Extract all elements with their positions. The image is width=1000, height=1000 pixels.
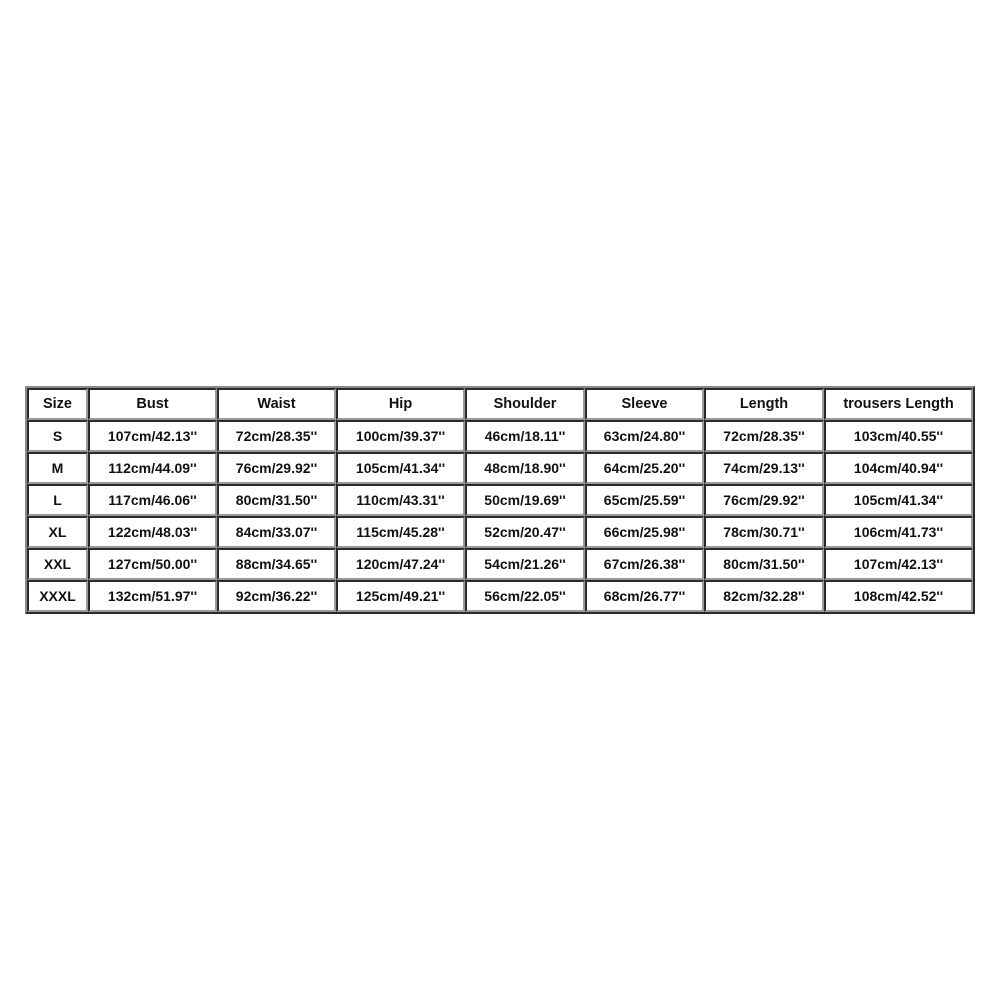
cell-bust: 117cm/46.06'' <box>88 484 217 516</box>
cell-size: XL <box>27 516 88 548</box>
cell-length: 76cm/29.92'' <box>704 484 824 516</box>
table-row <box>27 452 973 484</box>
cell-hip: 125cm/49.21'' <box>336 580 465 612</box>
cell-length: 78cm/30.71'' <box>704 516 824 548</box>
header-waist: Waist <box>217 388 336 420</box>
cell-sleeve: 63cm/24.80'' <box>585 420 704 452</box>
cell-sleeve: 68cm/26.77'' <box>585 580 704 612</box>
cell-sleeve: 67cm/26.38'' <box>585 548 704 580</box>
cell-hip: 100cm/39.37'' <box>336 420 465 452</box>
cell-size: M <box>27 452 88 484</box>
header-hip: Hip <box>336 388 465 420</box>
cell-waist: 76cm/29.92'' <box>217 452 336 484</box>
cell-shoulder: 56cm/22.05'' <box>465 580 585 612</box>
cell-shoulder: 48cm/18.90'' <box>465 452 585 484</box>
cell-bust: 107cm/42.13'' <box>88 420 217 452</box>
cell-waist: 92cm/36.22'' <box>217 580 336 612</box>
cell-length: 80cm/31.50'' <box>704 548 824 580</box>
cell-size: S <box>27 420 88 452</box>
table-row <box>27 548 973 580</box>
cell-length: 74cm/29.13'' <box>704 452 824 484</box>
cell-sleeve: 66cm/25.98'' <box>585 516 704 548</box>
table-header-row <box>27 388 973 420</box>
header-size: Size <box>27 388 88 420</box>
cell-waist: 84cm/33.07'' <box>217 516 336 548</box>
header-trousers-length: trousers Length <box>824 388 973 420</box>
header-length: Length <box>704 388 824 420</box>
cell-bust: 127cm/50.00'' <box>88 548 217 580</box>
cell-hip: 105cm/41.34'' <box>336 452 465 484</box>
cell-trousers-length: 104cm/40.94'' <box>824 452 973 484</box>
header-sleeve: Sleeve <box>585 388 704 420</box>
cell-bust: 122cm/48.03'' <box>88 516 217 548</box>
cell-shoulder: 50cm/19.69'' <box>465 484 585 516</box>
header-bust: Bust <box>88 388 217 420</box>
cell-trousers-length: 107cm/42.13'' <box>824 548 973 580</box>
cell-size: L <box>27 484 88 516</box>
cell-hip: 110cm/43.31'' <box>336 484 465 516</box>
cell-shoulder: 52cm/20.47'' <box>465 516 585 548</box>
cell-length: 72cm/28.35'' <box>704 420 824 452</box>
cell-length: 82cm/32.28'' <box>704 580 824 612</box>
cell-trousers-length: 106cm/41.73'' <box>824 516 973 548</box>
table-row <box>27 420 973 452</box>
table-row <box>27 516 973 548</box>
cell-hip: 120cm/47.24'' <box>336 548 465 580</box>
cell-waist: 88cm/34.65'' <box>217 548 336 580</box>
cell-trousers-length: 108cm/42.52'' <box>824 580 973 612</box>
table-row <box>27 580 973 612</box>
cell-sleeve: 65cm/25.59'' <box>585 484 704 516</box>
cell-shoulder: 46cm/18.11'' <box>465 420 585 452</box>
cell-bust: 112cm/44.09'' <box>88 452 217 484</box>
cell-size: XXXL <box>27 580 88 612</box>
cell-waist: 80cm/31.50'' <box>217 484 336 516</box>
cell-hip: 115cm/45.28'' <box>336 516 465 548</box>
cell-size: XXL <box>27 548 88 580</box>
size-chart-table <box>25 386 975 614</box>
cell-bust: 132cm/51.97'' <box>88 580 217 612</box>
cell-trousers-length: 105cm/41.34'' <box>824 484 973 516</box>
cell-trousers-length: 103cm/40.55'' <box>824 420 973 452</box>
cell-shoulder: 54cm/21.26'' <box>465 548 585 580</box>
header-shoulder: Shoulder <box>465 388 585 420</box>
cell-sleeve: 64cm/25.20'' <box>585 452 704 484</box>
table-row <box>27 484 973 516</box>
cell-waist: 72cm/28.35'' <box>217 420 336 452</box>
